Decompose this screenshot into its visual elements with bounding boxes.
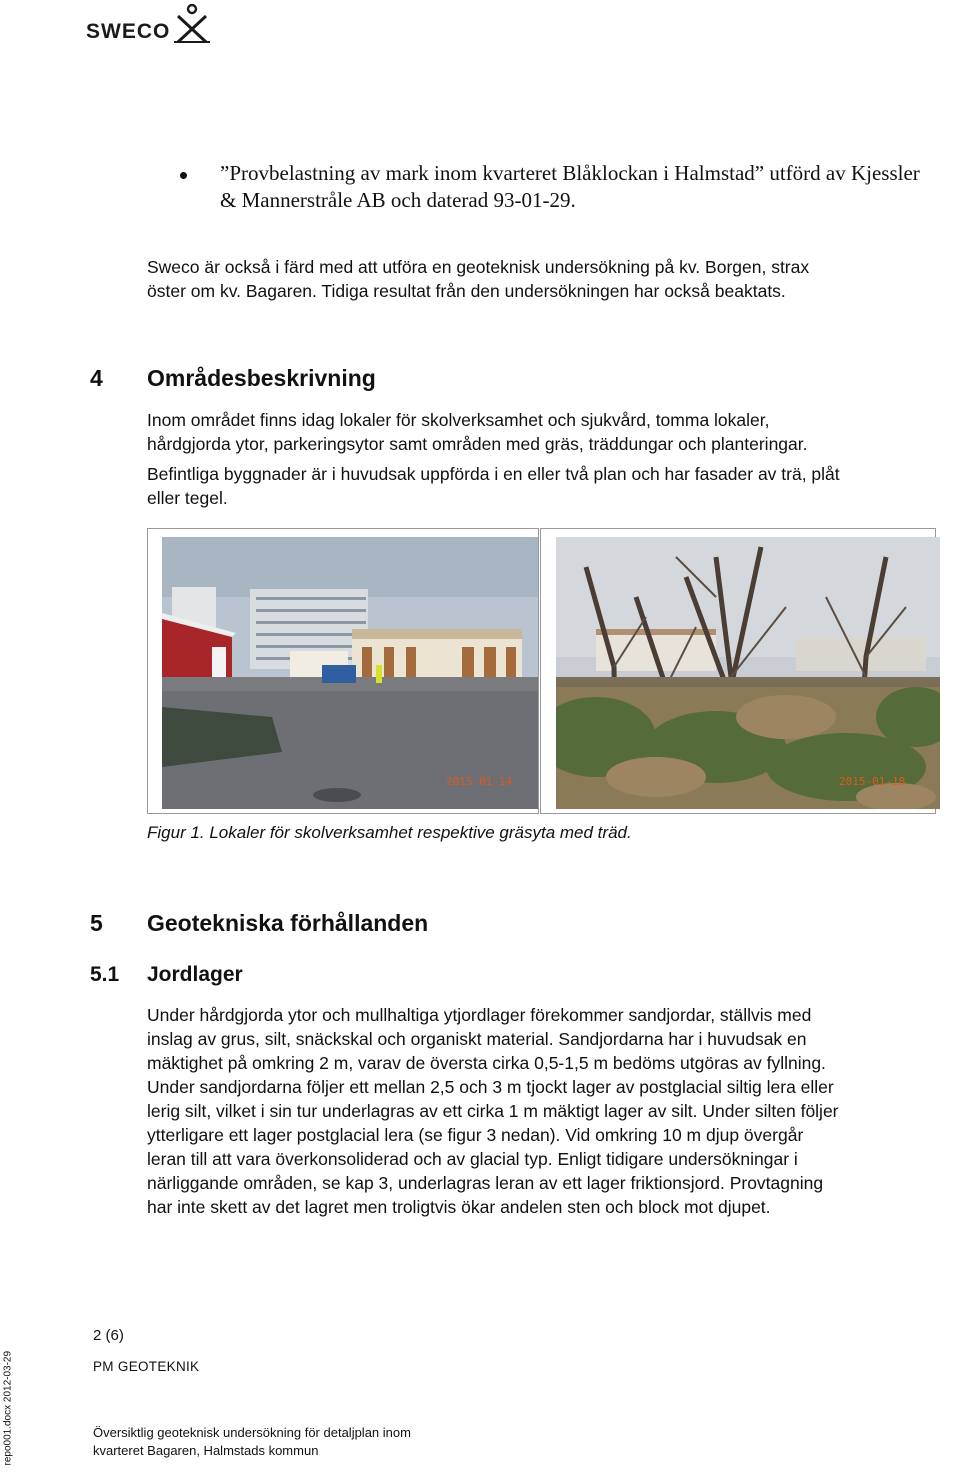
bullet-icon: [180, 172, 187, 179]
intro-line-1: Sweco är också i färd med att utföra en geoteknisk undersökning på kv. Borgen, strax: [147, 257, 810, 277]
section-number: 5.1: [90, 963, 120, 986]
photo-school-buildings: [147, 528, 539, 814]
photo-grass-trees: [540, 528, 936, 814]
section-5-1-heading: [90, 963, 243, 987]
section-4-heading: [90, 365, 376, 392]
project-title-line-2: kvarteret Bagaren, Halmstads kommun: [93, 1443, 319, 1458]
section-4-line: hårdgjorda ytor, parkeringsytor samt områden med gräs, träddungar och planteringar.: [147, 434, 808, 454]
section-5-1-line: Under hårdgjorda ytor och mullhaltiga ytjordlager förekommer sandjordar, ställvis med: [147, 1005, 812, 1025]
logo-text: SWECO: [86, 20, 171, 43]
reference-text: ”Provbelastning av mark inom kvarteret Blåklockan i Halmstad” utförd av Kjessler & Mannerstråle AB och daterad 93-01-29.: [220, 161, 920, 212]
document-type: PM GEOTEKNIK: [93, 1359, 200, 1374]
section-5-1-line: leran till att vara överkonsoliderad och av glacial typ. Enligt tidigare undersökningar i: [147, 1149, 798, 1169]
project-title-line-1: Översiktlig geoteknisk undersökning för detaljplan inom: [93, 1425, 411, 1440]
template-id: repo001.docx 2012-03-29: [2, 1350, 14, 1466]
section-4-line: eller tegel.: [147, 488, 228, 508]
section-5-1-line: Under sandjordarna följer ett mellan 2,5 och 3 m tjockt lager av postglacial siltig lera eller: [147, 1077, 834, 1097]
section-5-1-line: har inte skett av det lagret men troligtvis ökar andelen sten och block mot djupet.: [147, 1197, 771, 1217]
section-5-1-line: ytterligare ett lager postglacial lera (se figur 3 nedan). Vid omkring 10 m djup övergår: [147, 1125, 804, 1145]
section-4-line: Inom området finns idag lokaler för skolverksamhet och sjukvård, tomma lokaler,: [147, 410, 770, 430]
section-title: Jordlager: [147, 963, 243, 986]
sweco-logo: [86, 4, 216, 44]
section-5-1-line: lerig silt, vilket i sin tur underlagras av ett cirka 1 m mäktigt lager av silt. Under silten följer: [147, 1101, 839, 1121]
section-5-1-line: mäktighet på omkring 2 m, varav de översta cirka 0,5-1,5 m bedöms utgöras av fyllning.: [147, 1053, 826, 1073]
section-title: Områdesbeskrivning: [147, 365, 376, 391]
section-5-1-line: närliggande områden, se kap 3, underlagras leran av ett lager friktionsjord. Provtagning: [147, 1173, 824, 1193]
section-title: Geotekniska förhållanden: [147, 910, 429, 936]
photo-date-stamp: 2015-01-18: [839, 775, 906, 788]
sweco-person-icon: [174, 4, 210, 44]
section-5-1-line: inslag av grus, silt, snäckskal och organiskt material. Sandjordarna har i huvudsak en: [147, 1029, 807, 1049]
figure-caption: Figur 1. Lokaler för skolverksamhet respektive gräsyta med träd.: [147, 823, 632, 842]
page-number: 2 (6): [93, 1327, 124, 1344]
intro-line-2: öster om kv. Bagaren. Tidiga resultat från den undersökningen har också beaktats.: [147, 281, 786, 301]
section-5-heading: [90, 910, 428, 937]
photo-date-stamp: 2015-01-14: [446, 775, 513, 788]
section-number: 5: [90, 910, 103, 936]
section-number: 4: [90, 365, 103, 391]
section-4-line: Befintliga byggnader är i huvudsak uppförda i en eller två plan och har fasader av trä, plåt: [147, 464, 840, 484]
